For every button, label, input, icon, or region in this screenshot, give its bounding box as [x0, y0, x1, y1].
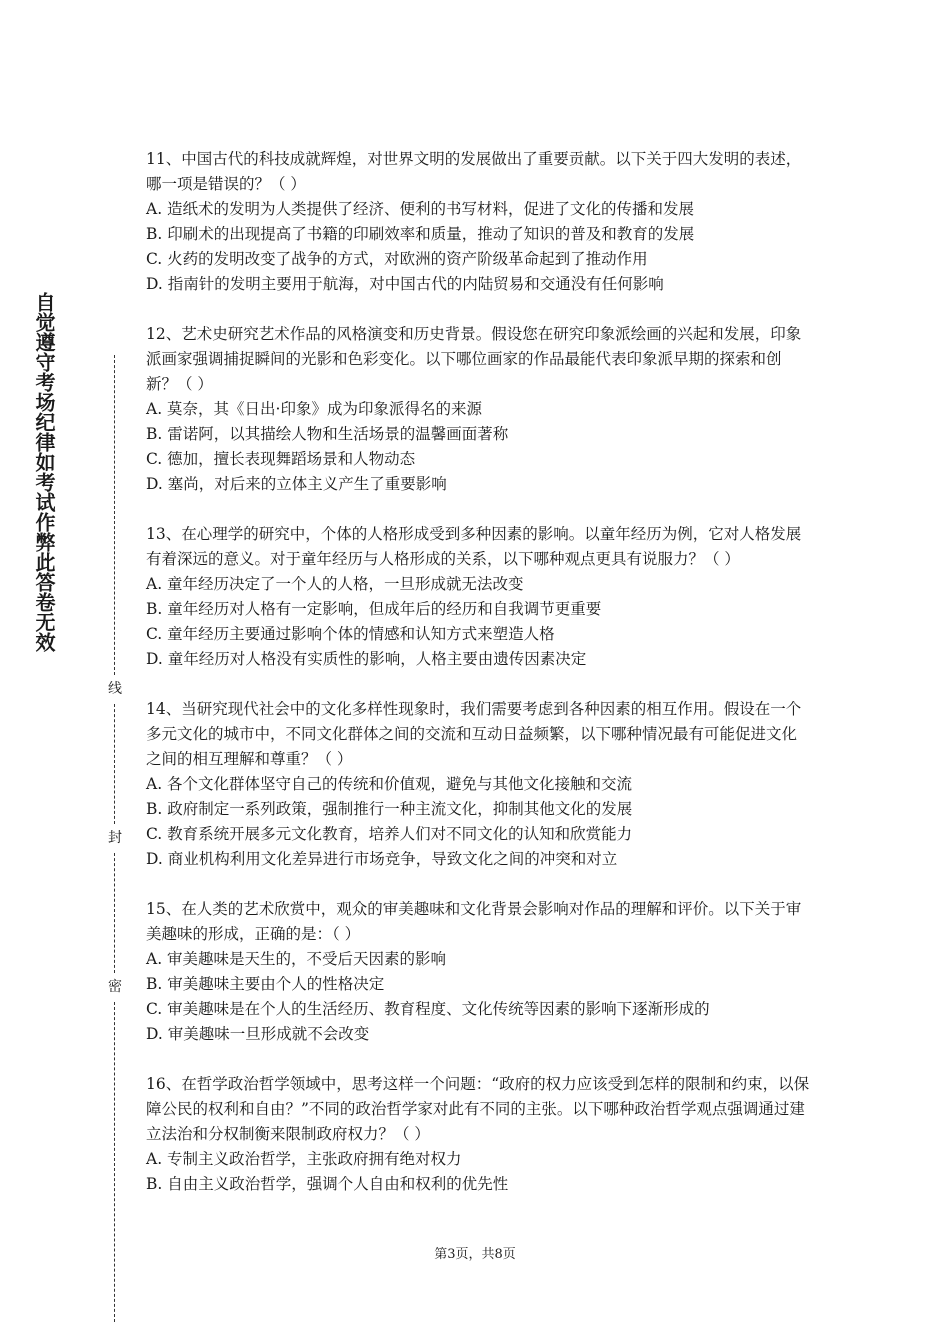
exam-discipline-notice: 自觉遵守考场纪律如考试作弊此答卷无效 [32, 292, 56, 652]
binding-label-line: 线 [104, 680, 126, 698]
binding-dashed-line [114, 1002, 115, 1322]
option-c: C. 审美趣味是在个人的生活经历、教育程度、文化传统等因素的影响下逐渐形成的 [146, 1000, 710, 1018]
option-b: B. 童年经历对人格有一定影响，但成年后的经历和自我调节更重要 [146, 600, 602, 618]
option-b: B. 印刷术的出现提高了书籍的印刷效率和质量，推动了知识的普及和教育的发展 [146, 225, 695, 243]
page-number: 第3页，共8页 [434, 1247, 516, 1262]
option-d: D. 指南针的发明主要用于航海，对中国古代的内陆贸易和交通没有任何影响 [146, 275, 664, 293]
option-a: A. 造纸术的发明为人类提供了经济、便利的书写材料，促进了文化的传播和发展 [146, 200, 695, 218]
question-16 [146, 1072, 811, 1197]
option-a: A. 莫奈，其《日出·印象》成为印象派得名的来源 [146, 400, 482, 418]
option-a: A. 童年经历决定了一个人的人格，一旦形成就无法改变 [146, 575, 524, 593]
binding-label-seal: 封 [104, 829, 126, 847]
binding-dashed-line [114, 704, 115, 824]
option-b: B. 雷诺阿，以其描绘人物和生活场景的温馨画面著称 [146, 425, 509, 443]
question-list [146, 147, 811, 1222]
option-b: B. 自由主义政治哲学，强调个人自由和权利的优先性 [146, 1175, 509, 1193]
question-stem: 13、在心理学的研究中，个体的人格形成受到多种因素的影响。以童年经历为例，它对人格发展有着深远的意义。对于童年经历与人格形成的关系，以下哪种观点更具有说服力？（ ） [146, 525, 802, 568]
binding-label-secret: 密 [104, 978, 126, 996]
option-d: D. 审美趣味一旦形成就不会改变 [146, 1025, 370, 1043]
question-13 [146, 522, 811, 672]
option-d: D. 塞尚，对后来的立体主义产生了重要影响 [146, 475, 447, 493]
question-stem: 16、在哲学政治哲学领域中，思考这样一个问题：“政府的权力应该受到怎样的限制和约束，以保障公民的权利和自由？”不同的政治哲学家对此有不同的主张。以下哪种政治哲学观点强调通过建立法治和分权制衡来限制政府权力？（ ） [146, 1075, 810, 1143]
option-d: D. 商业机构利用文化差异进行市场竞争，导致文化之间的冲突和对立 [146, 850, 618, 868]
question-11 [146, 147, 811, 297]
option-a: A. 审美趣味是天生的，不受后天因素的影响 [146, 950, 447, 968]
option-c: C. 教育系统开展多元文化教育，培养人们对不同文化的认知和欣赏能力 [146, 825, 633, 843]
question-stem: 15、在人类的艺术欣赏中，观众的审美趣味和文化背景会影响对作品的理解和评价。以下关于审美趣味的形成，正确的是：（ ） [146, 900, 802, 943]
option-a: A. 专制主义政治哲学，主张政府拥有绝对权力 [146, 1150, 462, 1168]
option-b: B. 政府制定一系列政策，强制推行一种主流文化，抑制其他文化的发展 [146, 800, 633, 818]
question-12 [146, 322, 811, 497]
option-c: C. 德加，擅长表现舞蹈场景和人物动态 [146, 450, 416, 468]
question-stem: 11、中国古代的科技成就辉煌，对世界文明的发展做出了重要贡献。以下关于四大发明的表述，哪一项是错误的？（ ） [146, 150, 802, 193]
option-c: C. 火药的发明改变了战争的方式，对欧洲的资产阶级革命起到了推动作用 [146, 250, 648, 268]
binding-dashed-line [114, 853, 115, 973]
option-c: C. 童年经历主要通过影响个体的情感和认知方式来塑造人格 [146, 625, 555, 643]
question-15 [146, 897, 811, 1047]
question-stem: 14、当研究现代社会中的文化多样性现象时，我们需要考虑到各种因素的相互作用。假设在一个多元文化的城市中，不同文化群体之间的交流和互动日益频繁，以下哪种情况最有可能促进文化之间的相互理解和尊重？（ ） [146, 700, 802, 768]
option-a: A. 各个文化群体坚守自己的传统和价值观，避免与其他文化接触和交流 [146, 775, 633, 793]
question-14 [146, 697, 811, 872]
option-d: D. 童年经历对人格没有实质性的影响，人格主要由遗传因素决定 [146, 650, 587, 668]
question-stem: 12、艺术史研究艺术作品的风格演变和历史背景。假设您在研究印象派绘画的兴起和发展，印象派画家强调捕捉瞬间的光影和色彩变化。以下哪位画家的作品最能代表印象派早期的探索和创新？（ ） [146, 325, 802, 393]
binding-dashed-line [114, 355, 115, 675]
option-b: B. 审美趣味主要由个人的性格决定 [146, 975, 385, 993]
